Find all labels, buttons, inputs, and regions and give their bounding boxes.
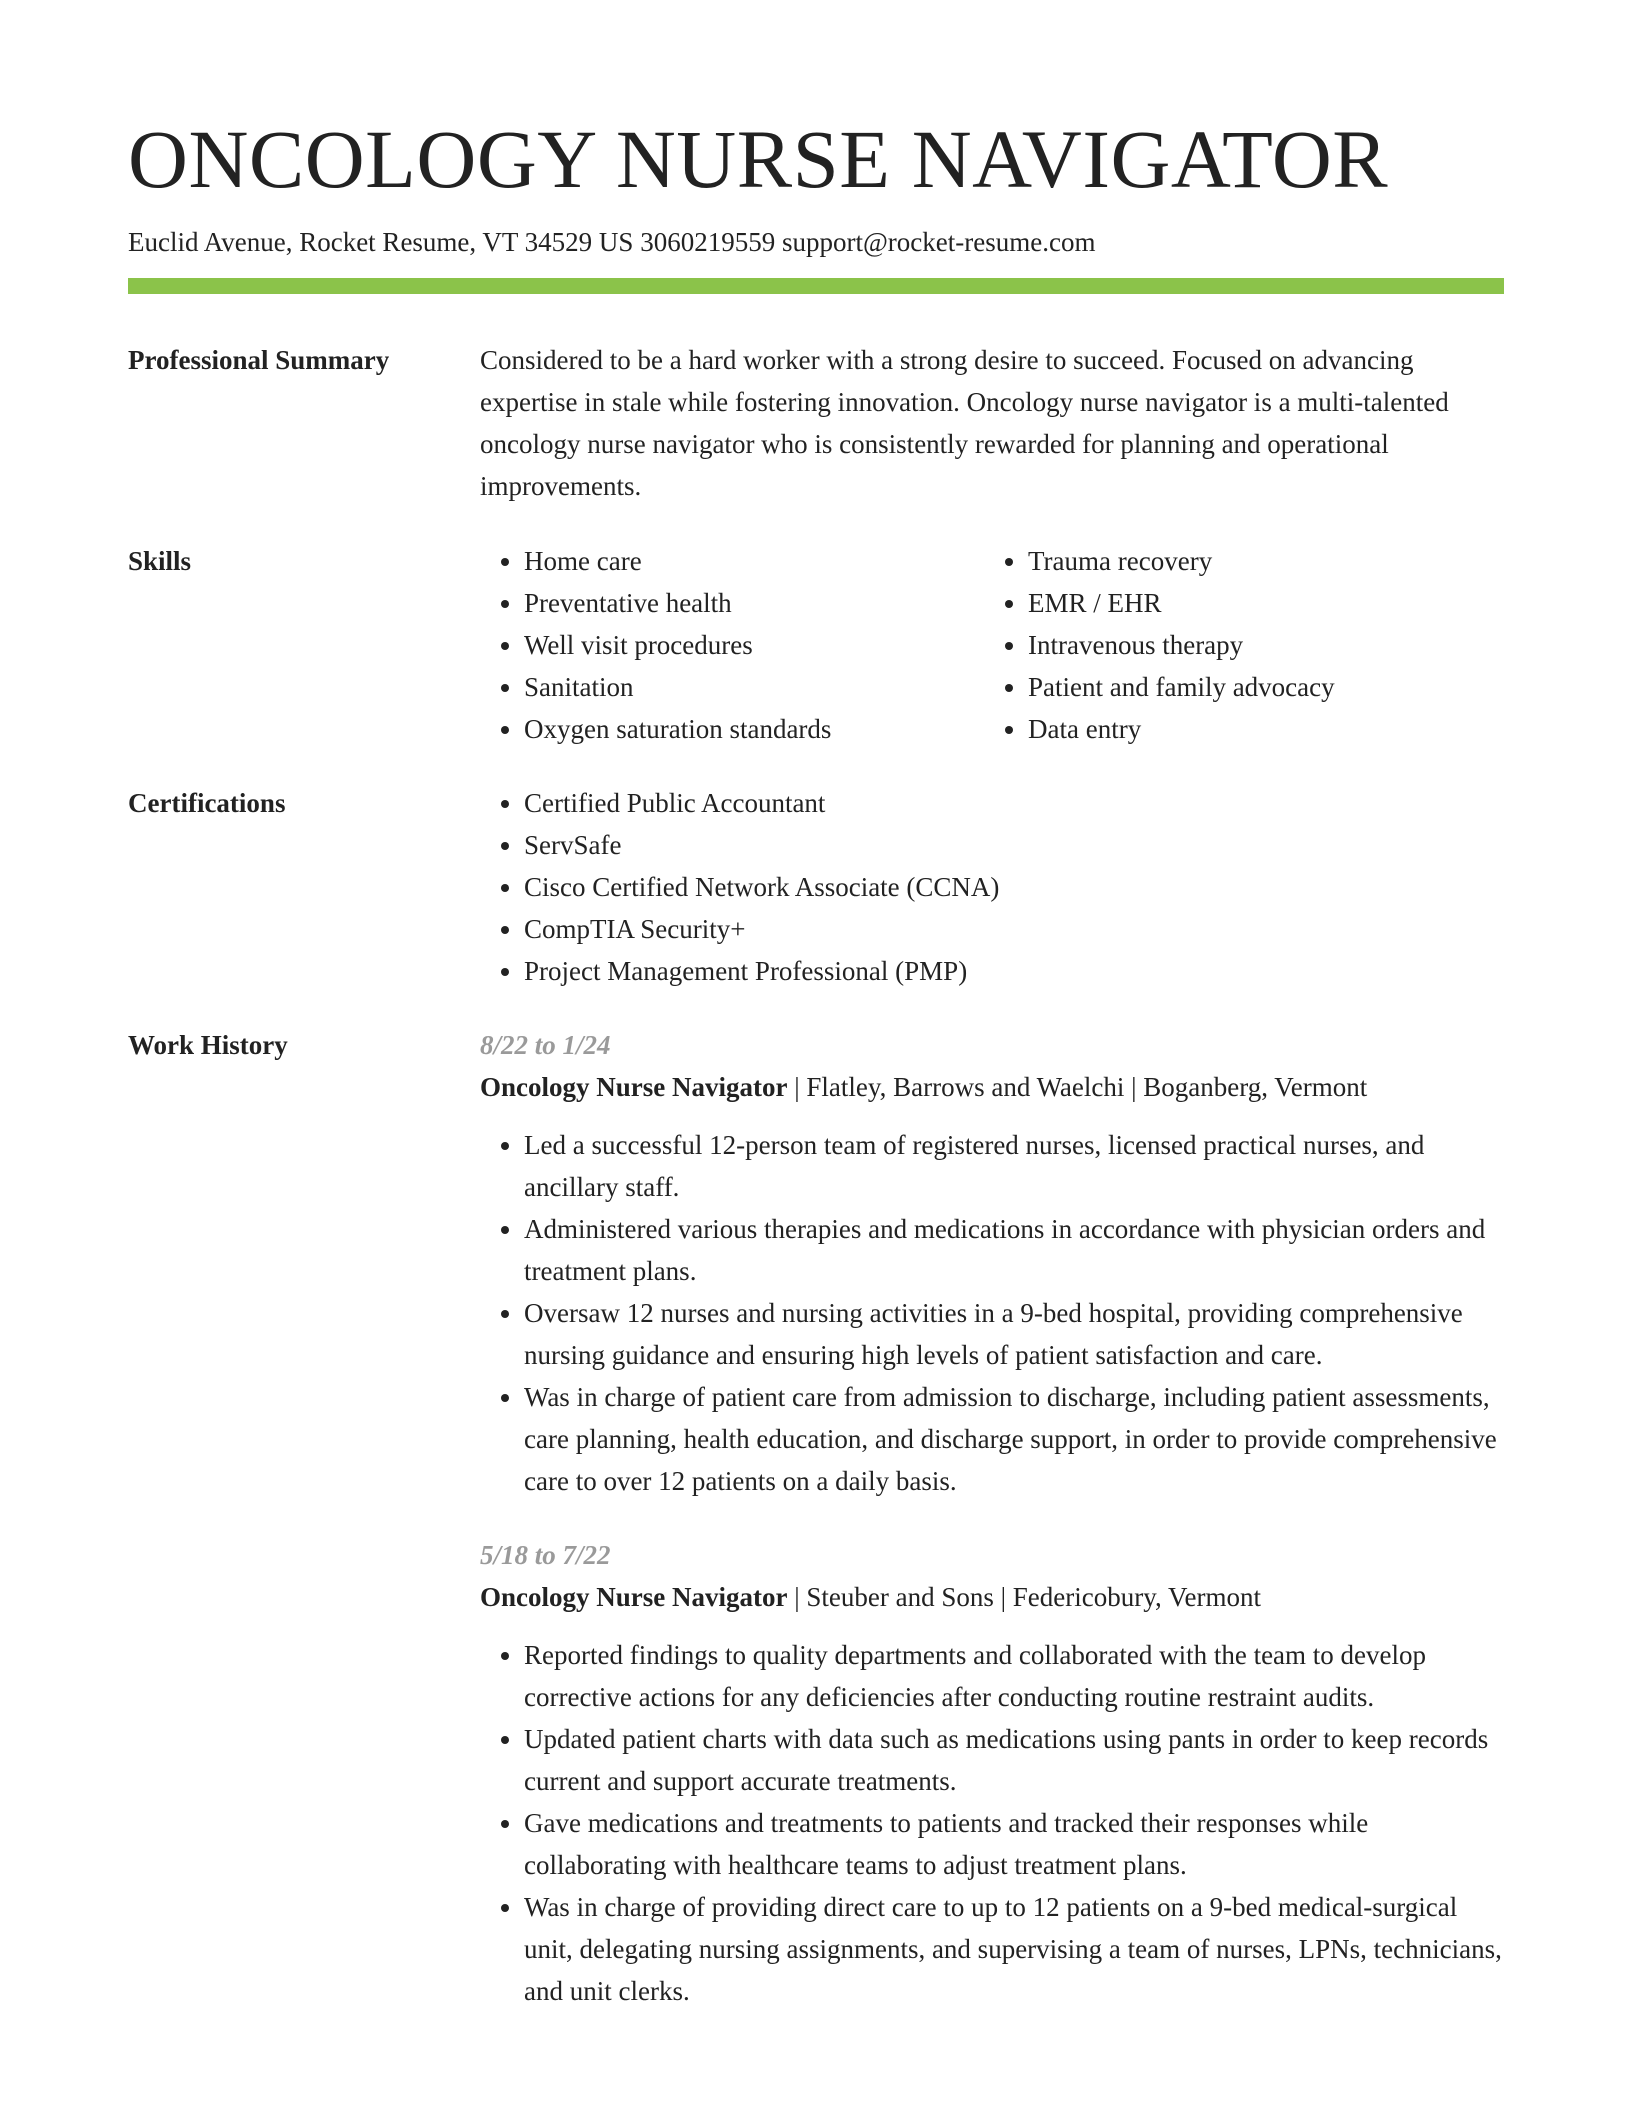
skill-item: • Home care <box>524 540 984 582</box>
resume-page <box>128 0 1504 2012</box>
skills-section <box>128 540 1504 750</box>
skills-heading: Skills <box>128 546 192 577</box>
skill-item: • Trauma recovery <box>1028 540 1504 582</box>
job-bullet: • Administered various therapies and medications in accordance with physician orders and treatment plans. <box>524 1208 1504 1292</box>
skill-item: • Patient and family advocacy <box>1028 666 1504 708</box>
job-bullets <box>480 1634 1504 2012</box>
certifications-section <box>128 782 1504 992</box>
job-bullet: • Was in charge of providing direct care to up to 12 patients on a 9-bed medical-surgical unit, delegating nursing assignments, and supervising a team of nurses, LPNs, technicians, and unit clerks. <box>524 1886 1504 2012</box>
summary-body <box>480 339 1504 507</box>
job-title: Oncology Nurse Navigator <box>480 1582 788 1613</box>
job-bullet: • Led a successful 12-person team of registered nurses, licensed practical nurses, and ancillary staff. <box>524 1124 1504 1208</box>
skill-item: • Well visit procedures <box>524 624 984 666</box>
job-heading <box>480 1576 1504 1618</box>
skill-item: • Oxygen saturation standards <box>524 708 984 750</box>
certifications-body <box>480 782 1504 992</box>
job-dates: 8/22 to 1/24 <box>480 1030 611 1061</box>
skills-grid <box>480 540 1504 750</box>
job-title: Oncology Nurse Navigator <box>480 1072 788 1103</box>
skill-item: • EMR / EHR <box>1028 582 1504 624</box>
skill-item: • Intravenous therapy <box>1028 624 1504 666</box>
certification-item: • Project Management Professional (PMP) <box>524 950 1504 992</box>
skills-list-right <box>984 540 1504 750</box>
certifications-heading: Certifications <box>128 788 286 819</box>
summary-section <box>128 339 1504 507</box>
certification-item: • Certified Public Accountant <box>524 782 1504 824</box>
job-company-location: | Flatley, Barrows and Waelchi | Boganberg, Vermont <box>787 1072 1368 1103</box>
job-company-location: | Steuber and Sons | Federicobury, Vermont <box>787 1582 1261 1613</box>
certification-item: • Cisco Certified Network Associate (CCNA) <box>524 866 1504 908</box>
skills-list-left <box>480 540 984 750</box>
skill-item: • Data entry <box>1028 708 1504 750</box>
contact-line: Euclid Avenue, Rocket Resume, VT 34529 US 3060219559 support@rocket-resume.com <box>128 227 1096 257</box>
job-entry <box>480 1024 1504 1502</box>
job-bullet: • Oversaw 12 nurses and nursing activities in a 9-bed hospital, providing comprehensive nursing guidance and ensuring high levels of patient satisfaction and care. <box>524 1292 1504 1376</box>
job-bullet: • Updated patient charts with data such as medications using pants in order to keep records current and support accurate treatments. <box>524 1718 1504 1802</box>
job-bullet: • Reported findings to quality departments and collaborated with the team to develop corrective actions for any deficiencies after conducting routine restraint audits. <box>524 1634 1504 1718</box>
summary-heading: Professional Summary <box>128 345 390 376</box>
certification-item: • ServSafe <box>524 824 1504 866</box>
job-dates: 5/18 to 7/22 <box>480 1540 611 1571</box>
skill-item: • Sanitation <box>524 666 984 708</box>
job-bullets <box>480 1124 1504 1502</box>
job-bullet: • Gave medications and treatments to patients and tracked their responses while collaborating with healthcare teams to adjust treatment plans. <box>524 1802 1504 1886</box>
work-history-section <box>128 1024 1504 2012</box>
accent-divider <box>128 278 1504 294</box>
resume-title: ONCOLOGY NURSE NAVIGATOR <box>128 113 1389 205</box>
work-history-body <box>480 1024 1504 2012</box>
skill-item: • Preventative health <box>524 582 984 624</box>
job-heading <box>480 1066 1504 1108</box>
summary-text: Considered to be a hard worker with a strong desire to succeed. Focused on advancing expertise in stale while fostering innovation. Oncology nurse navigator is a multi-talented oncology nurse navigator who is consistently rewarded for planning and operational improvements. <box>480 345 1449 502</box>
job-entry <box>480 1534 1504 2012</box>
work-history-heading: Work History <box>128 1030 288 1061</box>
certifications-list <box>480 782 1504 992</box>
certification-item: • CompTIA Security+ <box>524 908 1504 950</box>
skills-body <box>480 540 1504 750</box>
job-bullet: • Was in charge of patient care from admission to discharge, including patient assessments, care planning, health education, and discharge support, in order to provide comprehensive care to over 12 patients on a daily basis. <box>524 1376 1504 1502</box>
